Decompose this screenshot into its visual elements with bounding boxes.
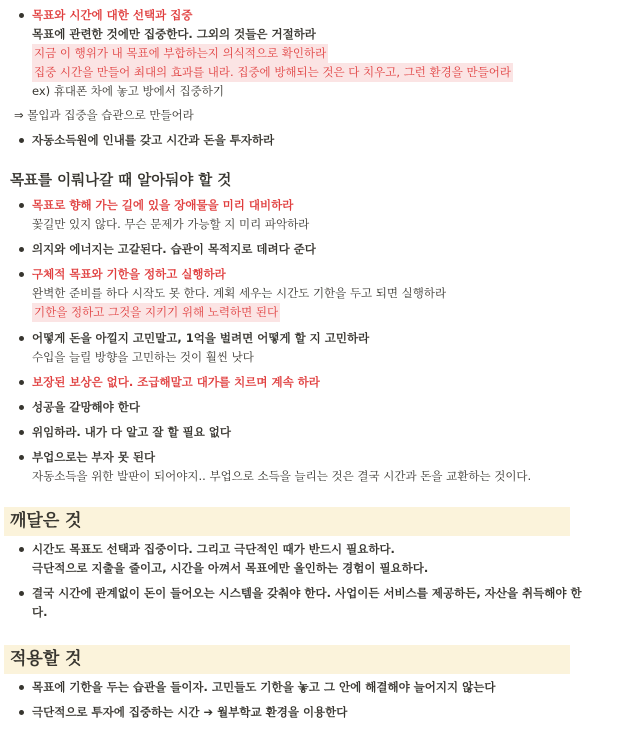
arrow-line: ⇒ 몰입과 집중을 습관으로 만들어라 [14, 108, 194, 122]
list-item-choice-focus [14, 540, 614, 578]
section-heading: 목표를 이뤄나갈 때 알아둬야 할 것 [10, 173, 232, 189]
list-item-passive-income [14, 131, 614, 150]
list-item-text [32, 44, 614, 63]
list-item-text: 극단적으로 지출을 줄이고, 시간을 아껴서 목표에만 올인하는 경험이 필요하다. [32, 561, 429, 575]
list-item-obstacles [14, 196, 614, 234]
list-item-text: 꽃길만 있지 않다. 무슨 문제가 가능할 지 미리 파악하라 [32, 217, 310, 231]
section-heading-apply: 적용할 것 [4, 645, 570, 674]
list-item-no-guaranteed-reward [14, 373, 614, 392]
list-item-delegate [14, 423, 614, 442]
list-item-text: 자동소득원에 인내를 갖고 시간과 돈을 투자하라 [32, 133, 275, 147]
list-item-title: 목표로 향해 가는 길에 있을 장애물을 미리 대비하라 [32, 198, 294, 212]
highlighted-text: 지금 이 행위가 내 목표에 부합하는지 의식적으로 확인하라 [32, 44, 328, 63]
list-item-investment-time [14, 703, 614, 722]
list-item-text: 성공을 갈망해야 한다 [32, 400, 140, 414]
list-item-text: 의지와 에너지는 고갈된다. 습관이 목적지로 데려다 준다 [32, 242, 316, 256]
list-item-willpower [14, 240, 614, 259]
list-item-desire-success [14, 398, 614, 417]
list-item-text [32, 63, 614, 82]
list-item-text: 자동소득을 위한 발판이 되어야지.. 부업으로 소득을 늘리는 것은 결국 시간과 돈을 교환하는 것이다. [32, 469, 532, 483]
highlighted-text: 기한을 정하고 그것을 지키기 위해 노력하면 된다 [32, 303, 280, 322]
list-item-title: 부업으로는 부자 못 된다 [32, 450, 156, 464]
list-item-deadline [14, 265, 614, 322]
list-item-text: 완벽한 준비를 하다 시작도 못 한다. 계획 세우는 시간도 기한을 두고 되면 실행하라 [32, 286, 447, 300]
list-item-side-job [14, 448, 614, 486]
list-item-text: 목표에 기한을 두는 습관을 들이자. 고민들도 기한을 놓고 그 안에 해결해야 늘어지지 않는다 [32, 680, 496, 694]
list-item-system [14, 584, 588, 622]
list-item-text: 극단적으로 투자에 집중하는 시간 ➔ 월부학교 환경을 이용한다 [32, 705, 348, 719]
list-item-text: 위임하라. 내가 다 알고 잘 할 필요 없다 [32, 425, 232, 439]
list-item-deadline-habit [14, 678, 614, 697]
section-heading-realizations: 깨달은 것 [4, 507, 570, 536]
list-item-text: ex) 휴대폰 차에 놓고 방에서 집중하기 [32, 84, 224, 98]
list-item-text: 시간도 목표도 선택과 집중이다. 그리고 극단적인 때가 반드시 필요하다. [32, 542, 395, 556]
list-item-focus-choice [14, 6, 614, 101]
list-item-earn-more [14, 329, 614, 367]
list-item-title: 어떻게 돈을 아낄지 고민말고, 1억을 벌려면 어떻게 할 지 고민하라 [32, 331, 370, 345]
list-item-text: 결국 시간에 관계없이 돈이 들어오는 시스템을 갖춰야 한다. 사업이든 서비스를 제공하든, 자산을 취득해야 한다. [32, 586, 582, 619]
highlighted-text: 집중 시간을 만들어 최대의 효과를 내라. 집중에 방해되는 것은 다 치우고, 그런 환경을 만들어라 [32, 63, 513, 82]
list-item-text: 목표에 관련한 것에만 집중한다. 그외의 것들은 거절하라 [32, 27, 316, 41]
list-item-title: 구체적 목표와 기한을 정하고 실행하라 [32, 267, 226, 281]
list-item-title: 목표와 시간에 대한 선택과 집중 [32, 8, 193, 22]
list-item-text: 보장된 보상은 없다. 조급해말고 대가를 치르며 계속 하라 [32, 375, 320, 389]
list-item-text: 수입을 늘릴 방향을 고민하는 것이 훨씬 낫다 [32, 350, 254, 364]
list-item-text [32, 303, 614, 322]
